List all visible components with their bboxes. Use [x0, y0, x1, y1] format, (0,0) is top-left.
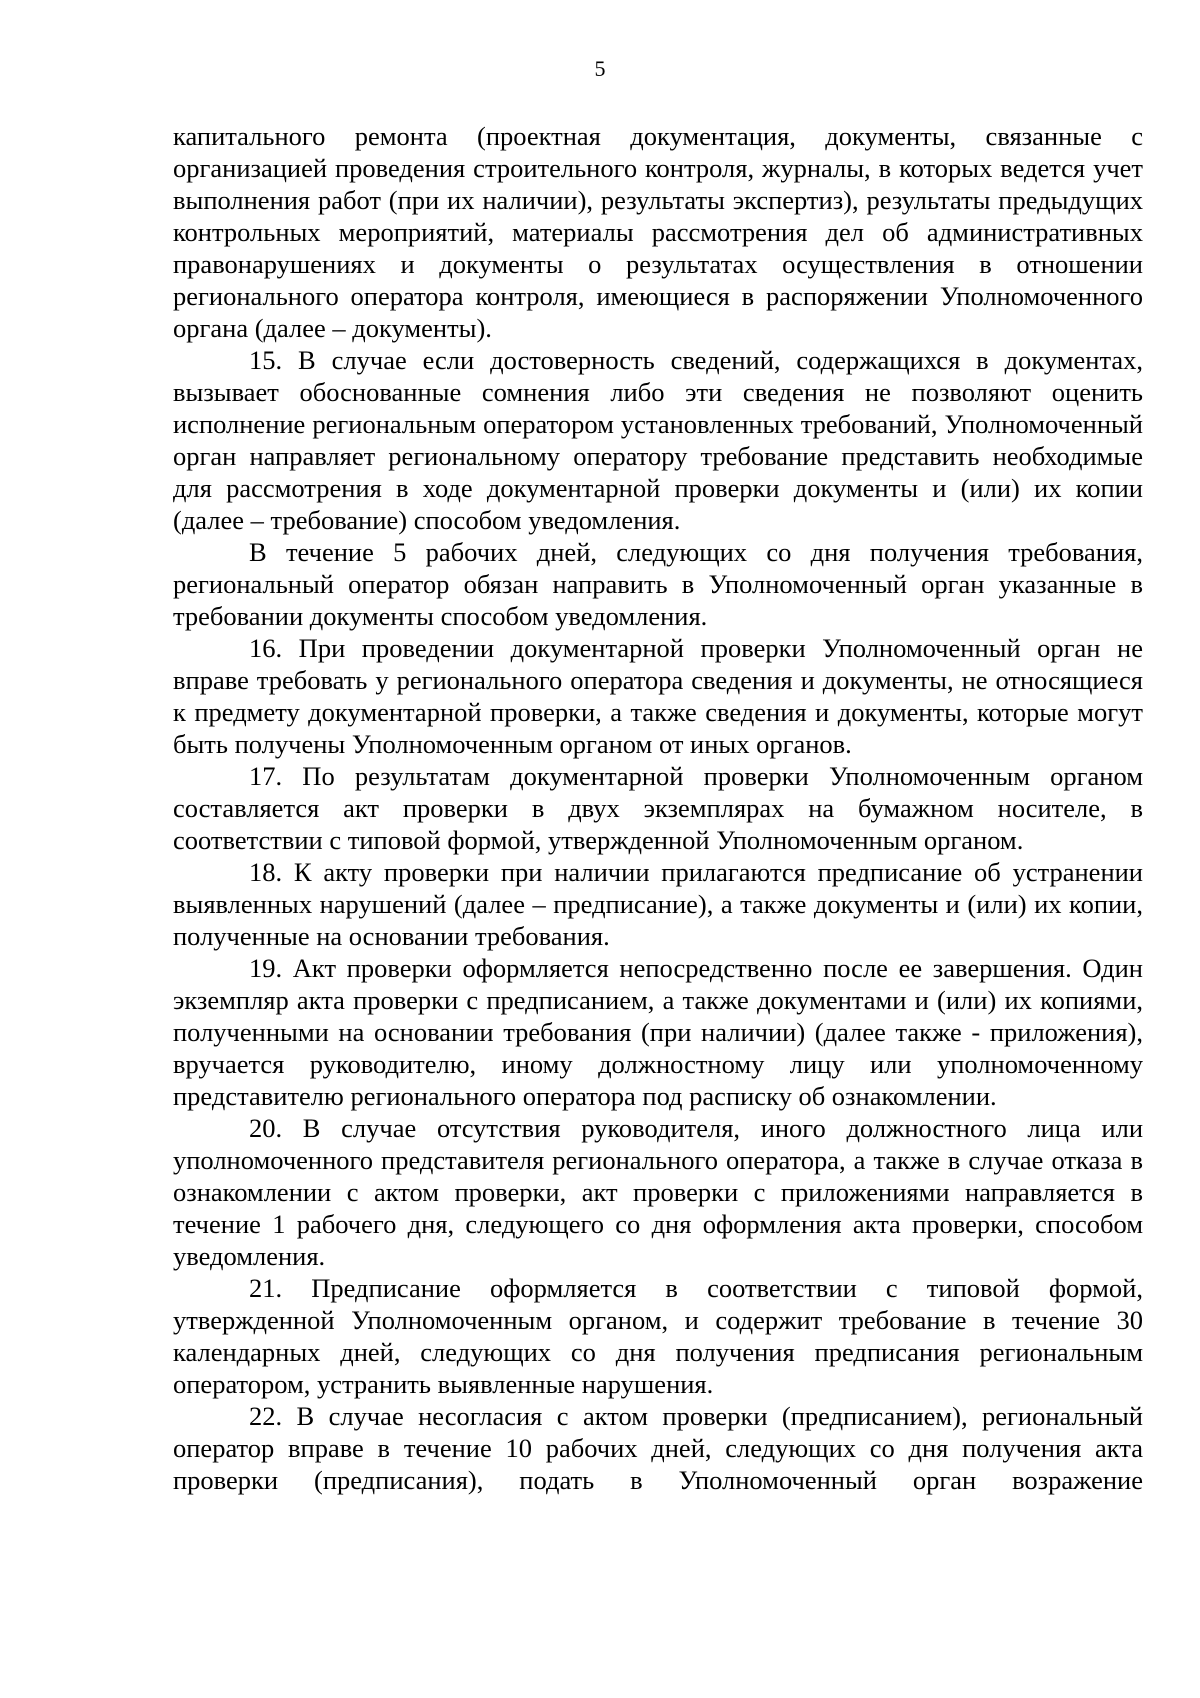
paragraph-14-continuation: капитального ремонта (проектная документация, документы, связанные с организацией проведения строительного контроля, журналы, в которых ведется учет выполнения работ (при их наличии), результаты экспертиз), результаты предыдущих контрольных мероприятий, материалы рассмотрения дел об административных правонарушениях и документы о результатах осуществления в отношении регионального оператора контроля, имеющиеся в распоряжении Уполномоченного органа (далее – документы). [173, 121, 1143, 343]
paragraph-18: 18. К акту проверки при наличии прилагаются предписание об устранении выявленных нарушений (далее – предписание), а также документы и (или) их копии, полученные на основании требования. [173, 857, 1143, 951]
paragraph-20: 20. В случае отсутствия руководителя, иного должностного лица или уполномоченного представителя регионального оператора, а также в случае отказа в ознакомлении с актом проверки, акт проверки с приложениями направляется в течение 1 рабочего дня, следующего со дня оформления акта проверки, способом уведомления. [173, 1113, 1143, 1271]
paragraph-16: 16. При проведении документарной проверки Уполномоченный орган не вправе требовать у регионального оператора сведения и документы, не относящиеся к предмету документарной проверки, а также сведения и документы, которые могут быть получены Уполномоченным органом от иных органов. [173, 633, 1143, 759]
paragraph-15: 15. В случае если достоверность сведений, содержащихся в документах, вызывает обоснованные сомнения либо эти сведения не позволяют оценить исполнение региональным оператором установленных требований, Уполномоченный орган направляет региональному оператору требование представить необходимые для рассмотрения в ходе документарной проверки документы и (или) их копии (далее – требование) способом уведомления. [173, 345, 1143, 535]
page-number: 5 [594, 56, 606, 81]
paragraph-21: 21. Предписание оформляется в соответствии с типовой формой, утвержденной Уполномоченным органом, и содержит требование в течение 30 календарных дней, следующих со дня получения предписания региональным оператором, устранить выявленные нарушения. [173, 1273, 1143, 1399]
paragraph-17: 17. По результатам документарной проверки Уполномоченным органом составляется акт проверки в двух экземплярах на бумажном носителе, в соответствии с типовой формой, утвержденной Уполномоченным органом. [173, 761, 1143, 855]
document-body [173, 120, 1143, 1496]
paragraph-22: 22. В случае несогласия с актом проверки (предписанием), региональный оператор вправе в течение 10 рабочих дней, следующих со дня получения акта проверки (предписания), подать в Уполномоченный орган возражение [173, 1401, 1143, 1495]
paragraph-19: 19. Акт проверки оформляется непосредственно после ее завершения. Один экземпляр акта проверки с предписанием, а также документами и (или) их копиями, полученными на основании требования (при наличии) (далее также - приложения), вручается руководителю, иному должностному лицу или уполномоченному представителю регионального оператора под расписку об ознакомлении. [173, 953, 1143, 1111]
paragraph-15-part-2: В течение 5 рабочих дней, следующих со дня получения требования, региональный оператор обязан направить в Уполномоченный орган указанные в требовании документы способом уведомления. [173, 537, 1143, 631]
